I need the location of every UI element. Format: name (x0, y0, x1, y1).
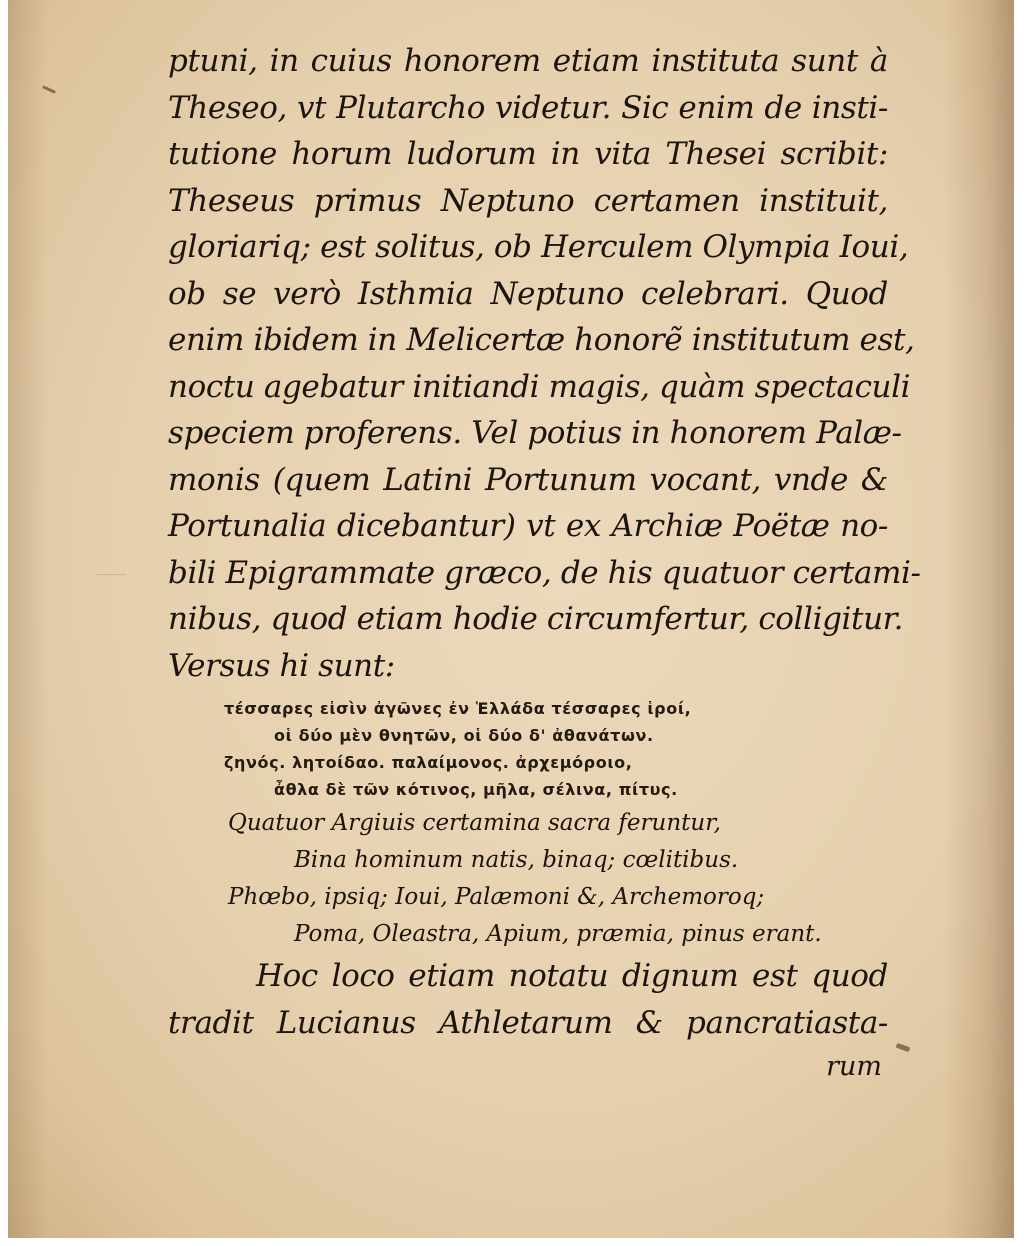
text-line: bili Epigrammate græco, de his quatuor certami- (168, 554, 921, 591)
text-line: Hoc loco etiam notatu dignum est quod (256, 958, 888, 994)
text-block (168, 38, 921, 1088)
greek-verse-line: οἱ δύο μὲν θνητῶν, οἱ δύο δ' ἀθανάτων. (274, 726, 654, 745)
latin-verse-line: Quatuor Argiuis certamina sacra feruntur, (228, 810, 721, 836)
body-paragraph (168, 38, 921, 689)
text-line: tutione horum ludorum in vita Thesei scribit: (168, 136, 888, 172)
latin-verse-line: Poma, Oleastra, Apium, præmia, pinus erant. (294, 921, 822, 947)
text-line: noctu agebatur initiandi magis, quàm spectaculi (168, 368, 911, 405)
text-line: gloriariq; est solitus, ob Herculem Olympia Ioui, (168, 229, 909, 265)
text-line: enim ibidem in Melicertæ honorẽ institutum est, (168, 322, 915, 358)
text-line: tradit Lucianus Athletarum & pancratiasta- (168, 1004, 888, 1041)
greek-verse-line: τέσσαρες εἰσὶν ἀγῶνες ἐν Ἑλλάδα τέσσαρες ἱροί, (224, 699, 692, 718)
text-line: Theseo, vt Plutarcho videtur. Sic enim de insti- (168, 89, 888, 126)
text-line: monis (quem Latini Portunum vocant, vnde & (168, 461, 888, 498)
text-line: speciem proferens. Vel potius in honorem Palæ- (168, 415, 902, 451)
greek-verse-line: ζηνός. λητοίδαο. παλαίμονος. ἀρχεμόροιο, (224, 753, 633, 772)
ink-speck (896, 1043, 911, 1052)
latin-verse-line: Bina hominum natis, binaq; cœlitibus. (294, 847, 739, 873)
catchword: rum (826, 1051, 882, 1082)
greek-verse-line: ἆθλα δὲ τῶν κότινος, μῆλα, σέλινα, πίτυς. (274, 780, 678, 799)
ink-speck (42, 85, 56, 94)
latin-verse-line: Phœbo, ipsiq; Ioui, Palæmoni &, Archemoroq; (228, 884, 765, 910)
closing-paragraph (168, 953, 888, 1046)
ink-speck (96, 574, 126, 575)
latin-translation (168, 805, 888, 953)
text-line: Versus hi sunt: (168, 647, 395, 684)
text-line: Portunalia dicebantur) vt ex Archiæ Poëtæ no- (168, 508, 888, 544)
text-line: ptuni, in cuius honorem etiam instituta sunt à (168, 43, 888, 79)
text-line: ob se verò Isthmia Neptuno celebrari. Quod (168, 275, 888, 312)
text-line: Theseus primus Neptuno certamen instituit, (168, 182, 888, 219)
book-page (8, 0, 1014, 1238)
greek-epigram (168, 695, 888, 803)
text-line: nibus, quod etiam hodie circumfertur, colligitur. (168, 601, 904, 637)
